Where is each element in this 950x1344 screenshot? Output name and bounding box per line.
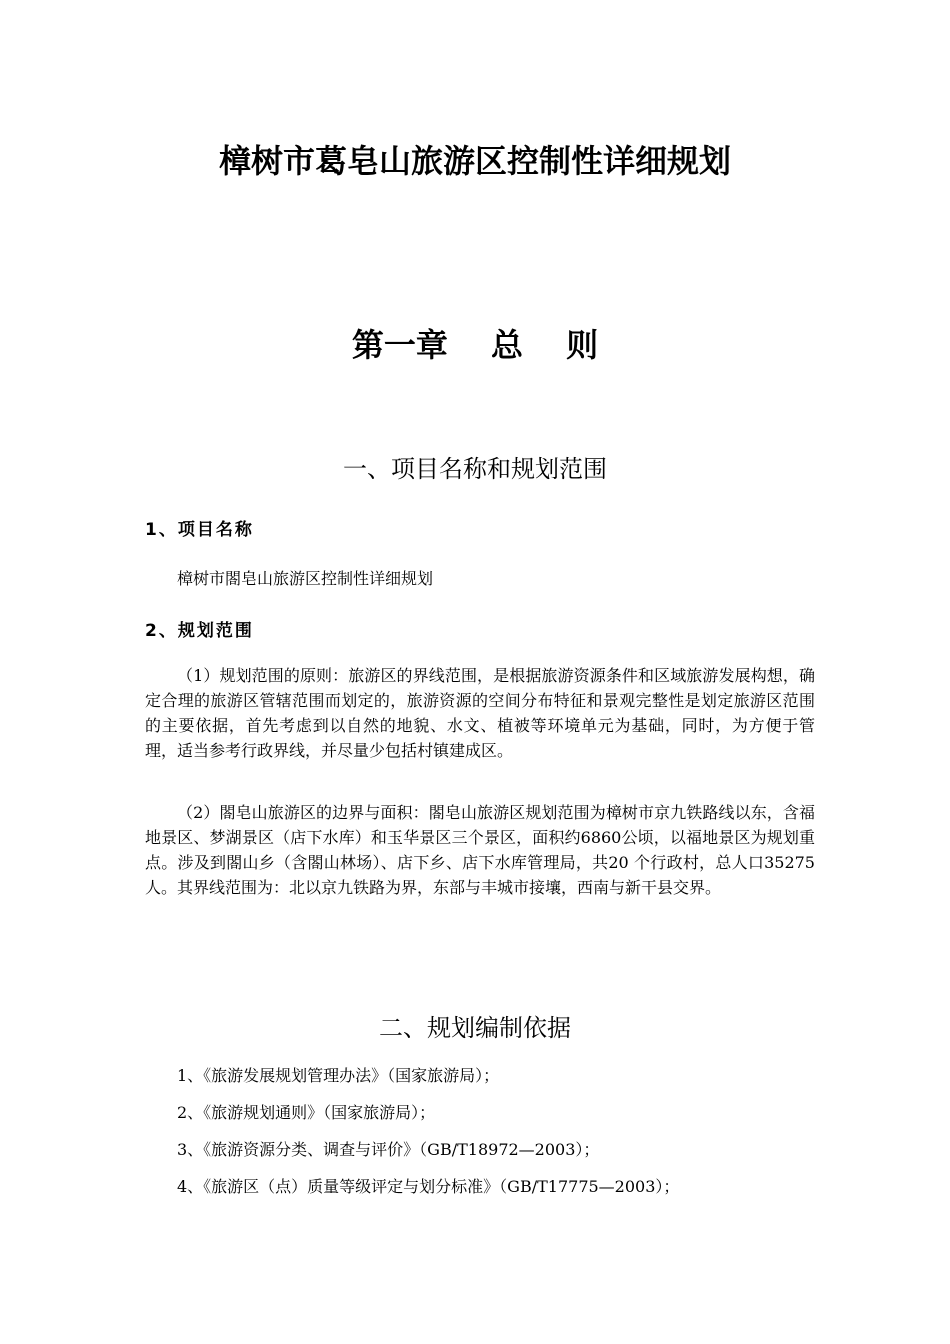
chapter-title: 第一章 总 则 [351, 326, 599, 364]
document-title: 樟树市葛皂山旅游区控制性详细规划 [218, 142, 731, 180]
item-2-heading: 2、规划范围 [145, 621, 254, 641]
planning-scope-principle-paragraph: （1）规划范围的原则：旅游区的界线范围，是根据旅游资源条件和区域旅游发展构想，确定合理的旅游区管辖范围而划定的，旅游资源的空间分布特征和景观完整性是划定旅游区范围的主要依据，首先考虑到以自然的地貌、水文、植被等环境单元为基础，同时，为方便于管理，适当参考行政界线，并尽量少包括村镇建成区。 [145, 666, 815, 760]
list-item: 3、《旅游资源分类、调查与评价》（GB/T18972—2003）； [177, 1140, 600, 1159]
boundary-area-paragraph: （2）閤皂山旅游区的边界与面积：閤皂山旅游区规划范围为樟树市京九铁路线以东，含福地景区、梦湖景区（店下水库）和玉华景区三个景区，面积约6860公顷，以福地景区为规划重点。涉及到閤山乡（含閤山林场）、店下乡、店下水库管理局，共20 个行政村，总人口35275人。其界线范围为：北以京九铁路为界，东部与丰城市接壤，西南与新干县交界。 [145, 803, 815, 897]
section-2-heading: 二、规划编制依据 [379, 1014, 571, 1042]
list-item: 1、《旅游发展规划管理办法》（国家旅游局）； [177, 1066, 500, 1085]
project-name-text: 樟树市閤皂山旅游区控制性详细规划 [177, 569, 434, 588]
list-item: 2、《旅游规划通则》（国家旅游局）； [177, 1103, 436, 1122]
reference-list [177, 1064, 817, 1212]
item-1-heading: 1、项目名称 [145, 520, 254, 540]
list-item: 4、《旅游区（点）质量等级评定与划分标准》（GB/T17775—2003）； [177, 1177, 680, 1196]
section-1-heading: 一、项目名称和规划范围 [343, 455, 607, 483]
